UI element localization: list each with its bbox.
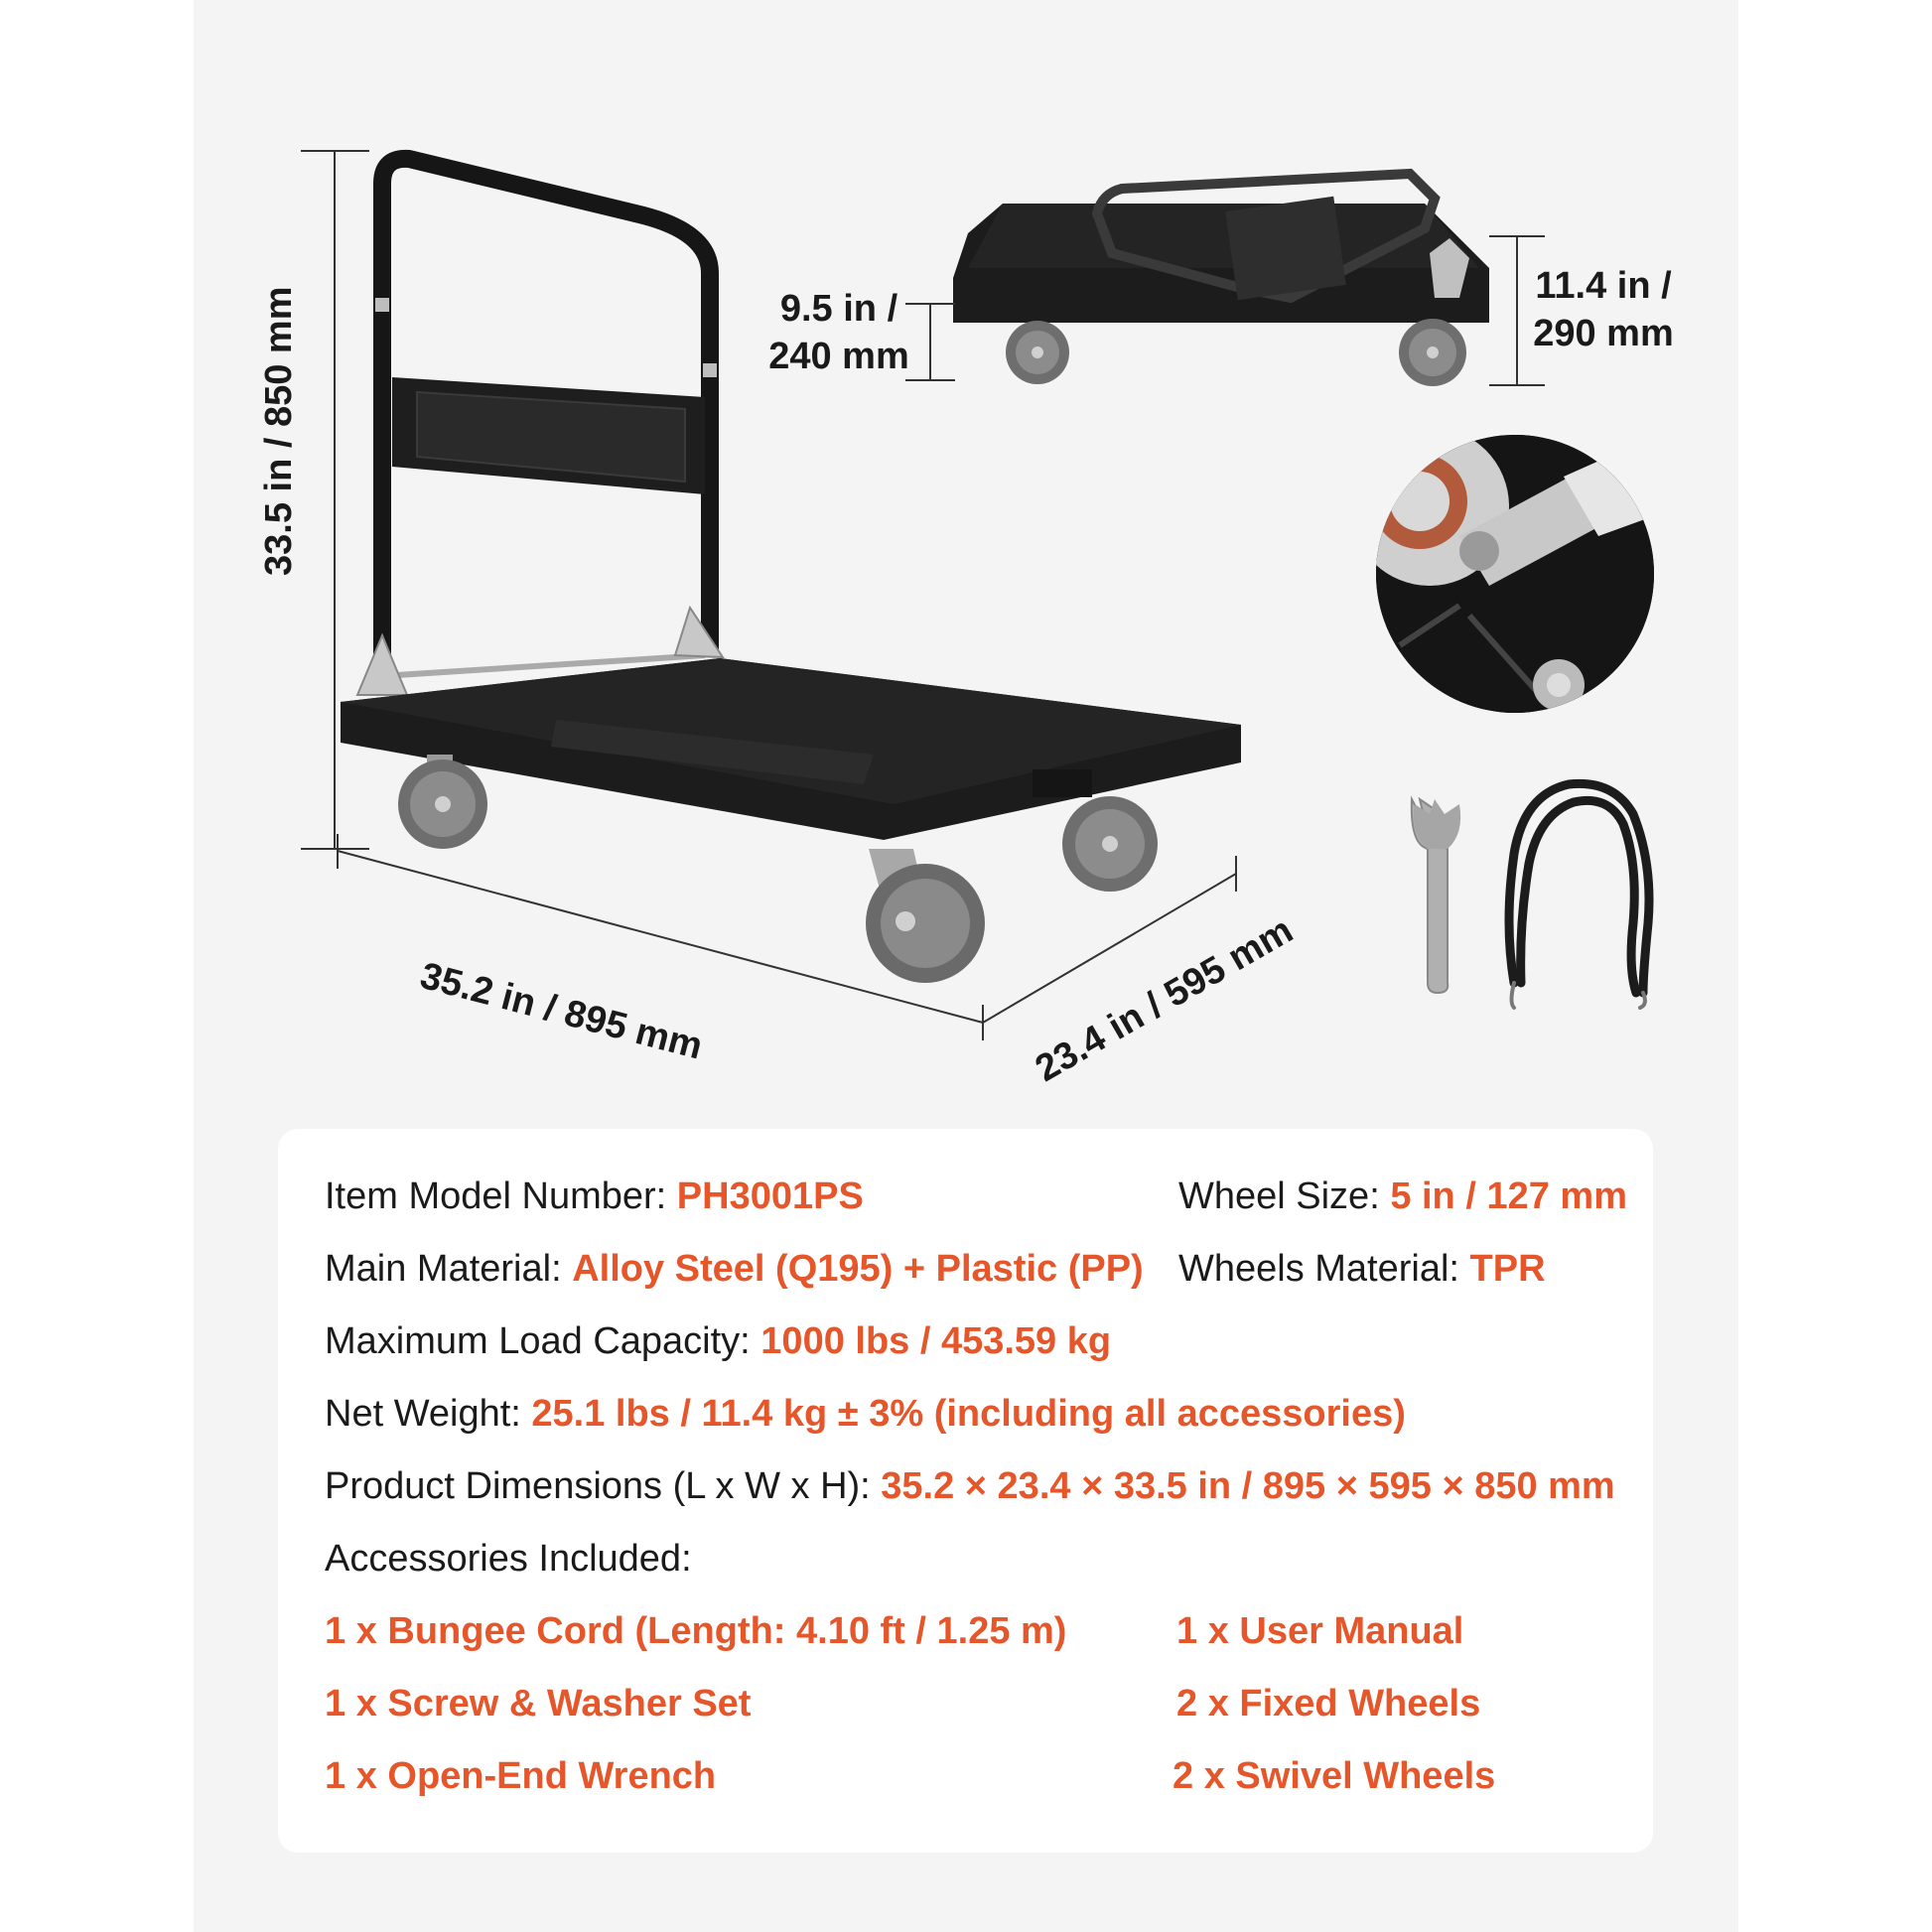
spec-load bbox=[325, 1320, 1111, 1363]
spec-dimensions-label: Product Dimensions (L x W x H): bbox=[325, 1465, 882, 1507]
accessory-left-1: 1 x Bungee Cord (Length: 4.10 ft / 1.25 m) bbox=[325, 1610, 1067, 1652]
spec-wheel-size-label: Wheel Size: bbox=[1178, 1175, 1391, 1217]
accessory-right-1: 1 x User Manual bbox=[1176, 1610, 1464, 1652]
spec-net-weight-label: Net Weight: bbox=[325, 1393, 532, 1435]
spec-material-label: Main Material: bbox=[325, 1248, 573, 1290]
accessory-left-2: 1 x Screw & Washer Set bbox=[325, 1683, 752, 1725]
wheel-front-right bbox=[866, 849, 985, 983]
spec-dimensions bbox=[325, 1465, 1615, 1508]
accessory-right-2: 2 x Fixed Wheels bbox=[1176, 1683, 1481, 1725]
spec-dimensions-value: 35.2 × 23.4 × 33.5 in / 895 × 595 × 850 mm bbox=[881, 1465, 1615, 1507]
spec-net-weight-value: 25.1 lbs / 11.4 kg ± 3% (including all accessories) bbox=[531, 1393, 1406, 1435]
accessory-left-3: 1 x Open-End Wrench bbox=[325, 1755, 717, 1797]
folded-deck-dim-line1: 9.5 in / bbox=[779, 288, 898, 330]
open-end-wrench-image bbox=[1412, 799, 1460, 993]
spec-material bbox=[325, 1248, 1144, 1291]
accessory-right-3: 2 x Swivel Wheels bbox=[1173, 1755, 1496, 1797]
spec-wheel-size-value: 5 in / 127 mm bbox=[1390, 1175, 1627, 1217]
spec-wheels-material-value: TPR bbox=[1469, 1248, 1546, 1290]
spec-net-weight bbox=[325, 1393, 1406, 1436]
spec-accessories-label: Accessories Included: bbox=[325, 1538, 692, 1580]
spec-model bbox=[325, 1175, 864, 1218]
folded-total-dim-line1: 11.4 in / bbox=[1535, 265, 1672, 307]
wheel-front-left bbox=[398, 755, 487, 849]
folded-deck-dim-line2: 240 mm bbox=[768, 335, 909, 377]
length-dimension-label: 35.2 in / 895 mm bbox=[415, 954, 707, 1068]
spec-wheels-material bbox=[1178, 1248, 1546, 1291]
folded-total-dim-line2: 290 mm bbox=[1533, 312, 1674, 354]
folded-total-dimension-label bbox=[1524, 263, 1683, 357]
spec-load-value: 1000 lbs / 453.59 kg bbox=[760, 1320, 1112, 1362]
height-dimension-label: 33.5 in / 850 mm bbox=[258, 286, 300, 576]
bungee-cord-image bbox=[1509, 783, 1649, 1008]
wheel-back-right bbox=[1062, 796, 1158, 892]
spec-model-label: Item Model Number: bbox=[325, 1175, 677, 1217]
width-dimension-label: 23.4 in / 595 mm bbox=[1029, 908, 1301, 1091]
spec-load-label: Maximum Load Capacity: bbox=[325, 1320, 761, 1362]
folded-cart-image bbox=[953, 174, 1489, 386]
folded-deck-dimension-label bbox=[750, 286, 928, 380]
spec-model-value: PH3001PS bbox=[676, 1175, 864, 1217]
hinge-closeup-image bbox=[1350, 427, 1654, 713]
spec-wheels-material-label: Wheels Material: bbox=[1178, 1248, 1470, 1290]
spec-wheel-size bbox=[1178, 1175, 1627, 1218]
spec-material-value: Alloy Steel (Q195) + Plastic (PP) bbox=[572, 1248, 1144, 1290]
